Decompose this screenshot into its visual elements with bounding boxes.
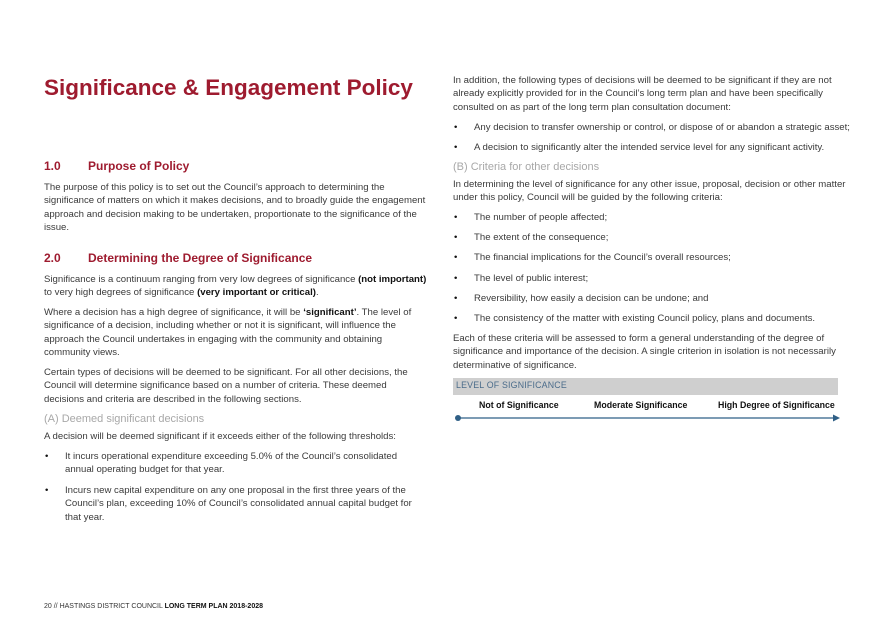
right-closing: Each of these criteria will be assessed to form a general understanding of the degree of significance and importance of the decision. A single criterion in isolation is not necessarily determinative of significance. — [453, 333, 836, 371]
section-1-title: Purpose of Policy — [88, 159, 190, 173]
right-intro: In addition, the following types of decisions will be deemed to be significant if they are not already explicitly provided for in the Council’s long term plan and have been specifically consulted on as part of the long term plan consultation document: — [453, 75, 832, 113]
section-2-paragraph-3: Certain types of decisions will be deemed to be significant. For all other decisions, the Council will determine significance based on a number of criteria. These deemed decisions and criteria are described in the following sections. — [44, 367, 408, 405]
p1-emphasis-high: (very important or critical) — [197, 287, 316, 299]
list-item — [453, 292, 854, 305]
bullet-icon: • — [454, 313, 458, 324]
bullet-icon: • — [454, 212, 458, 223]
list-item-text: It incurs operational expenditure exceeding 5.0% of the Council’s consolidated annual operating budget for that year. — [65, 451, 398, 476]
p1-text-a: Significance is a continuum ranging from very low degrees of significance — [44, 274, 359, 285]
bullet-icon: • — [45, 451, 49, 462]
p2-emphasis-significant: ‘significant’ — [303, 307, 357, 318]
footer-page-prefix: 20 // HASTINGS DISTRICT COUNCIL — [44, 603, 165, 610]
list-item-text: Any decision to transfer ownership or control, or dispose of or abandon a strategic asset; — [474, 122, 850, 133]
list-item — [453, 211, 854, 224]
bullet-icon: • — [454, 273, 458, 284]
significance-scale-header — [453, 378, 838, 395]
subsection-b-heading: (B) Criteria for other decisions — [453, 161, 600, 173]
page-footer — [44, 603, 263, 610]
section-2-paragraph-2 — [44, 306, 429, 360]
list-item — [44, 484, 427, 524]
scale-label-low: Not of Significance — [479, 400, 559, 410]
list-item — [453, 121, 872, 134]
list-item-text: The level of public interest; — [474, 273, 589, 284]
list-item-text: A decision to significantly alter the intended service level for any significant activity. — [474, 142, 825, 153]
footer-document-name: LONG TERM PLAN 2018-2028 — [164, 603, 263, 610]
list-item-text: The extent of the consequence; — [474, 232, 609, 243]
p2-text-a: Where a decision has a high degree of significance, it will be — [44, 307, 304, 318]
list-item-text: Reversibility, how easily a decision can be undone; and — [474, 293, 709, 304]
p1-text-e: . — [315, 287, 319, 299]
bullet-icon: • — [454, 293, 458, 304]
bullet-icon: • — [454, 252, 458, 263]
p1-emphasis-low: (not important) — [358, 274, 427, 285]
bullet-icon: • — [454, 142, 458, 153]
bullet-icon: • — [454, 232, 458, 243]
bullet-icon: • — [45, 485, 49, 496]
list-item — [453, 231, 854, 244]
p2-text-c: . The level of significance of a decision, including whether or not it is significant, will influence the approach the Council undertakes in engaging with the community and obtaining community views. — [44, 307, 412, 359]
list-item-text: The financial implications for the Council’s overall resources; — [474, 252, 731, 263]
list-item-text: The number of people affected; — [474, 212, 608, 223]
subsection-a-heading: (A) Deemed significant decisions — [44, 413, 205, 425]
scale-label-high: High Degree of Significance — [718, 400, 835, 410]
bullet-icon: • — [454, 122, 458, 133]
section-1-heading — [44, 158, 429, 174]
section-1-number: 1.0 — [44, 159, 61, 173]
list-item — [453, 141, 872, 154]
section-2-title: Determining the Degree of Significance — [88, 251, 313, 265]
section-2-heading — [44, 250, 429, 266]
scale-label-mid: Moderate Significance — [594, 400, 688, 410]
list-item — [44, 450, 427, 477]
significance-scale-title: LEVEL OF SIGNIFICANCE — [456, 380, 567, 390]
section-1-body: The purpose of this policy is to set out the Council’s approach to determining the significance of matters on which it makes decisions, and to broadly guide the engagement approach and decision making to be undertaken, proportionate to the significance of the issue. — [44, 182, 426, 234]
section-2-paragraph-1 — [44, 273, 429, 300]
scale-arrowhead-icon — [833, 415, 840, 422]
list-item — [453, 272, 854, 285]
subsection-b-intro: In determining the level of significance for any other issue, proposal, decision or other matter under this policy, Council will be guided by the following criteria: — [453, 179, 846, 204]
list-item-text: Incurs new capital expenditure on any one proposal in the first three years of the Council’s plan, exceeding 10% of Council’s consolidated annual capital budget for that year. — [65, 485, 412, 523]
significance-scale-arrow — [453, 412, 843, 424]
subsection-a-intro: A decision will be deemed significant if it exceeds either of the following thresholds: — [44, 431, 396, 442]
list-item — [453, 251, 854, 264]
list-item — [453, 312, 854, 325]
page-title: Significance & Engagement Policy — [44, 75, 413, 100]
p1-text-c: to very high degrees of significance — [44, 287, 198, 299]
list-item-text: The consistency of the matter with existing Council policy, plans and documents. — [474, 313, 816, 324]
section-2-number: 2.0 — [44, 251, 61, 265]
